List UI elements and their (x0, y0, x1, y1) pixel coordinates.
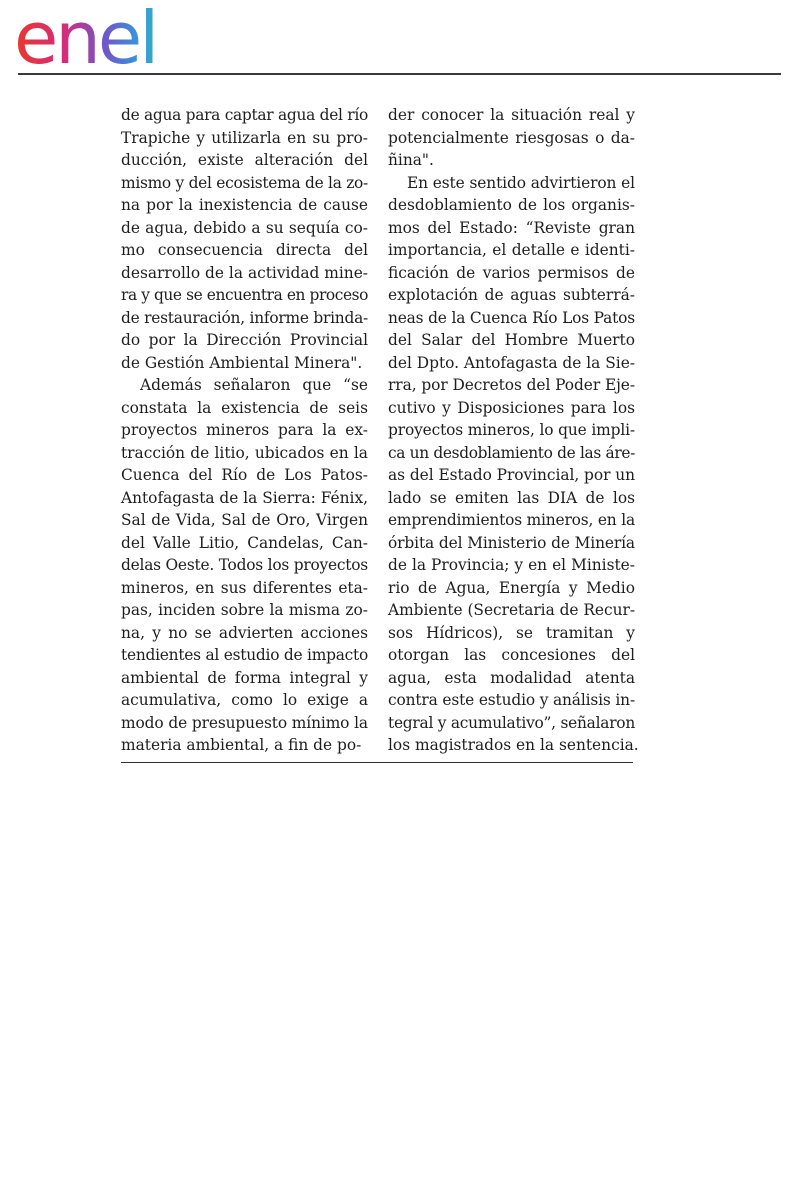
text-line: na, y no se advierten acciones (121, 623, 368, 642)
text-line: constata la existencia de seis (121, 398, 368, 417)
text-line: emprendimientos mineros, en la (388, 511, 635, 529)
logo-wordmark: enel (14, 8, 157, 70)
text-line: de restauración, informe brinda- (121, 308, 368, 327)
text-line: acumulativa, como lo exige a (121, 691, 368, 709)
right-column (388, 104, 639, 757)
text-line: tegral y acumulativo”, señalaron (388, 713, 635, 732)
text-line: tendientes al estudio de impacto (121, 646, 368, 664)
text-line: ra y que se encuentra en proceso (121, 286, 368, 304)
text-line: potencialmente riesgosas o da- (388, 128, 635, 147)
text-line: desdoblamiento de los organis- (388, 196, 635, 214)
text-line: sos Hídricos), se tramitan y (388, 623, 635, 642)
text-line: Sal de Vida, Sal de Oro, Virgen (121, 511, 368, 529)
text-line: desarrollo de la actividad mine- (121, 263, 368, 282)
text-line: del Dpto. Antofagasta de la Sie- (388, 353, 635, 372)
text-line: del Salar del Hombre Muerto (388, 331, 635, 349)
text-line: ficación de varios permisos de (388, 263, 635, 282)
article-end-divider (121, 762, 633, 763)
text-line: Ambiente (Secretaria de Recur- (388, 601, 635, 619)
text-line: tracción de litio, ubicados en la (121, 443, 368, 462)
page-header (0, 0, 800, 76)
text-line: En este sentido advirtieron el (407, 173, 635, 192)
text-line: de Gestión Ambiental Minera". (121, 353, 363, 372)
text-line: ducción, existe alteración del (121, 151, 368, 169)
text-line: contra este estudio y análisis in- (388, 691, 635, 709)
article-body (121, 104, 639, 754)
text-line: mineros, en sus diferentes eta- (121, 578, 368, 597)
text-line: rio de Agua, Energía y Medio (388, 578, 635, 597)
text-line: importancia, el detalle e identi- (388, 241, 635, 259)
text-line: órbita del Ministerio de Minería (388, 533, 635, 552)
text-line: Trapiche y utilizarla en su pro- (121, 128, 368, 147)
text-line: na por la inexistencia de cause (121, 196, 368, 214)
text-line: proyectos mineros, lo que impli- (388, 421, 635, 439)
text-line: delas Oeste. Todos los proyectos (121, 556, 368, 574)
header-divider (18, 73, 781, 75)
text-line: ñina". (388, 151, 434, 169)
text-line: Cuenca del Río de Los Patos- (121, 466, 368, 484)
text-line: los magistrados en la sentencia. (388, 736, 639, 754)
text-line: modo de presupuesto mínimo la (121, 713, 368, 732)
text-line: as del Estado Provincial, por un (388, 466, 635, 484)
text-line: Antofagasta de la Sierra: Fénix, (121, 488, 368, 507)
text-line: cutivo y Disposiciones para los (388, 398, 635, 417)
text-line: de la Provincia; y en el Ministe- (388, 556, 635, 574)
text-line: neas de la Cuenca Río Los Patos (388, 308, 635, 327)
text-line: agua, esta modalidad atenta (388, 668, 635, 687)
text-line: ambiental de forma integral y (121, 668, 368, 687)
text-line: de agua, debido a su sequía co- (121, 218, 368, 237)
enel-logo (14, 8, 180, 70)
text-line: do por la Dirección Provincial (121, 331, 368, 349)
text-line: del Valle Litio, Candelas, Can- (121, 533, 368, 552)
text-line: mismo y del ecosistema de la zo- (121, 173, 368, 192)
text-line: pas, inciden sobre la misma zo- (121, 601, 368, 619)
text-line: lado se emiten las DIA de los (388, 488, 635, 507)
text-line: proyectos mineros para la ex- (121, 421, 368, 439)
text-line: explotación de aguas subterrá- (388, 286, 635, 304)
left-column (121, 104, 368, 757)
text-line: der conocer la situación real y (388, 106, 635, 124)
text-line: ca un desdoblamiento de las áre- (388, 443, 635, 462)
text-line: rra, por Decretos del Poder Eje- (388, 376, 635, 394)
text-line: mos del Estado: “Reviste gran (388, 218, 635, 237)
text-line: Además señalaron que “se (140, 376, 368, 394)
text-line: mo consecuencia directa del (121, 241, 368, 259)
text-line: otorgan las concesiones del (388, 646, 635, 664)
text-line: materia ambiental, a fin de po- (121, 736, 362, 754)
text-line: de agua para captar agua del río (121, 106, 368, 124)
